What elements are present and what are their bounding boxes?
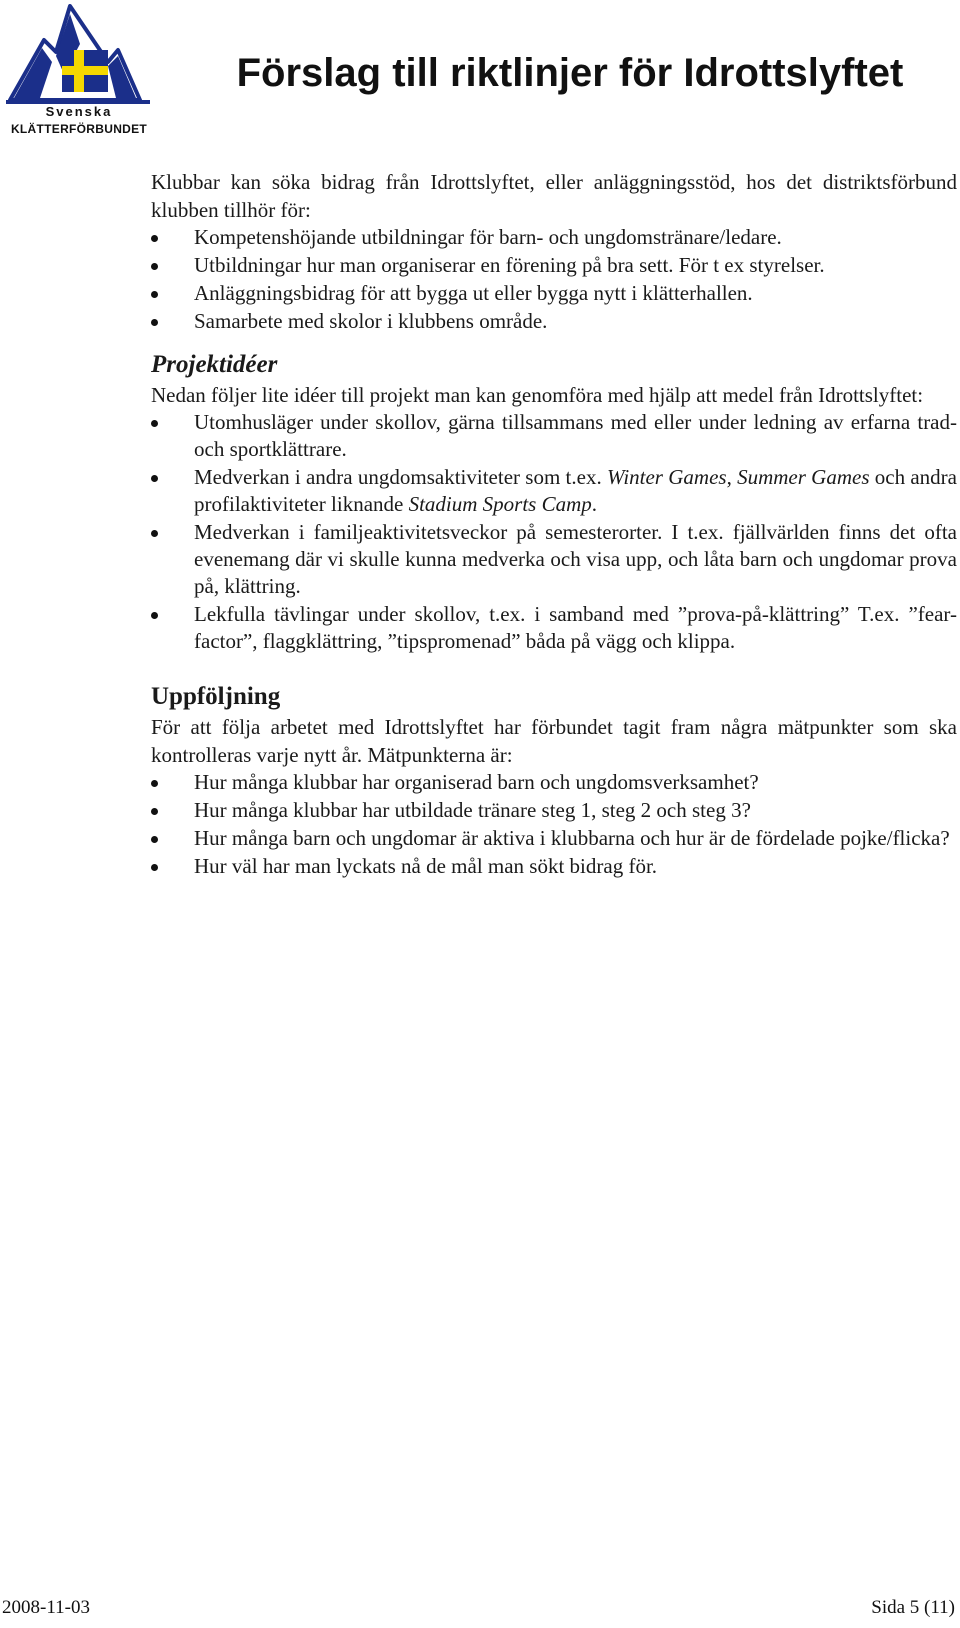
list-item: Anläggningsbidrag för att bygga ut eller bygga nytt i klätterhallen.	[151, 280, 957, 307]
item-text-italic: Summer Games	[737, 465, 870, 489]
item-text: ,	[726, 465, 738, 489]
list-item: Kompetenshöjande utbildningar för barn- och ungdomstränare/ledare.	[151, 224, 957, 251]
page-number: Sida 5 (11)	[871, 1597, 955, 1618]
intro-list	[151, 224, 957, 335]
list-item: Lekfulla tävlingar under skollov, t.ex. i samband med ”prova-på-klättring” T.ex. ”fear-factor”, flaggklättring, ”tipspromenad” båda på vägg och klippa.	[151, 601, 957, 655]
document-body	[151, 168, 957, 880]
logo-line1: Svenska	[45, 104, 113, 119]
list-item	[151, 464, 957, 518]
uppfoljning-list	[151, 769, 957, 880]
uppfoljning-paragraph: För att följa arbetet med Idrottslyftet har förbundet tagit fram några mätpunkter som ska kontrolleras varje nytt år. Mätpunkterna är:	[151, 715, 957, 767]
item-text-italic: Winter Games	[606, 465, 727, 489]
list-item: Samarbete med skolor i klubbens område.	[151, 308, 957, 335]
page-footer	[0, 1597, 960, 1621]
item-text: Medverkan i andra ungdomsaktiviteter som t.ex.	[194, 465, 607, 489]
item-text-italic: Stadium Sports Camp	[408, 492, 592, 516]
section-heading-uppfoljning: Uppföljning	[151, 683, 281, 710]
projekt-paragraph: Nedan följer lite idéer till projekt man kan genomföra med hjälp att medel från Idrottslyftet:	[151, 383, 924, 407]
footer-date: 2008-11-03	[2, 1597, 90, 1618]
list-item: Utomhusläger under skollov, gärna tillsammans med eller under ledning av erfarna trad- och sportklättrare.	[151, 409, 957, 463]
item-text: och andra profilaktiviteter liknande	[194, 465, 957, 516]
list-item: Utbildningar hur man organiserar en förening på bra sett. För t ex styrelser.	[151, 252, 957, 279]
document-title: Förslag till riktlinjer för Idrottslyftet	[236, 51, 904, 95]
section-heading-projektideer: Projektidéer	[151, 351, 278, 378]
list-item: Hur många klubbar har organiserad barn och ungdomsverksamhet?	[151, 769, 957, 796]
item-text: .	[591, 492, 598, 516]
mountain-flag-icon	[4, 4, 154, 108]
list-item: Hur väl har man lyckats nå de mål man sökt bidrag för.	[151, 853, 957, 880]
projekt-list	[151, 409, 957, 655]
intro-paragraph: Klubbar kan söka bidrag från Idrottslyftet, eller anläggningsstöd, hos det distriktsförbund klubben tillhör för:	[151, 170, 957, 222]
list-item: Hur många barn och ungdomar är aktiva i klubbarna och hur är de fördelade pojke/flicka?	[151, 825, 957, 852]
list-item: Medverkan i familjeaktivitetsveckor på semesterorter. I t.ex. fjällvärlden finns det ofta evenemang där vi skulle kunna medverka och visa upp, och låta barn och ungdomar prova på, klättring.	[151, 519, 957, 600]
list-item: Hur många klubbar har utbildade tränare steg 1, steg 2 och steg 3?	[151, 797, 957, 824]
logo	[4, 4, 154, 138]
logo-line2: KLÄTTERFÖRBUNDET	[10, 122, 148, 136]
